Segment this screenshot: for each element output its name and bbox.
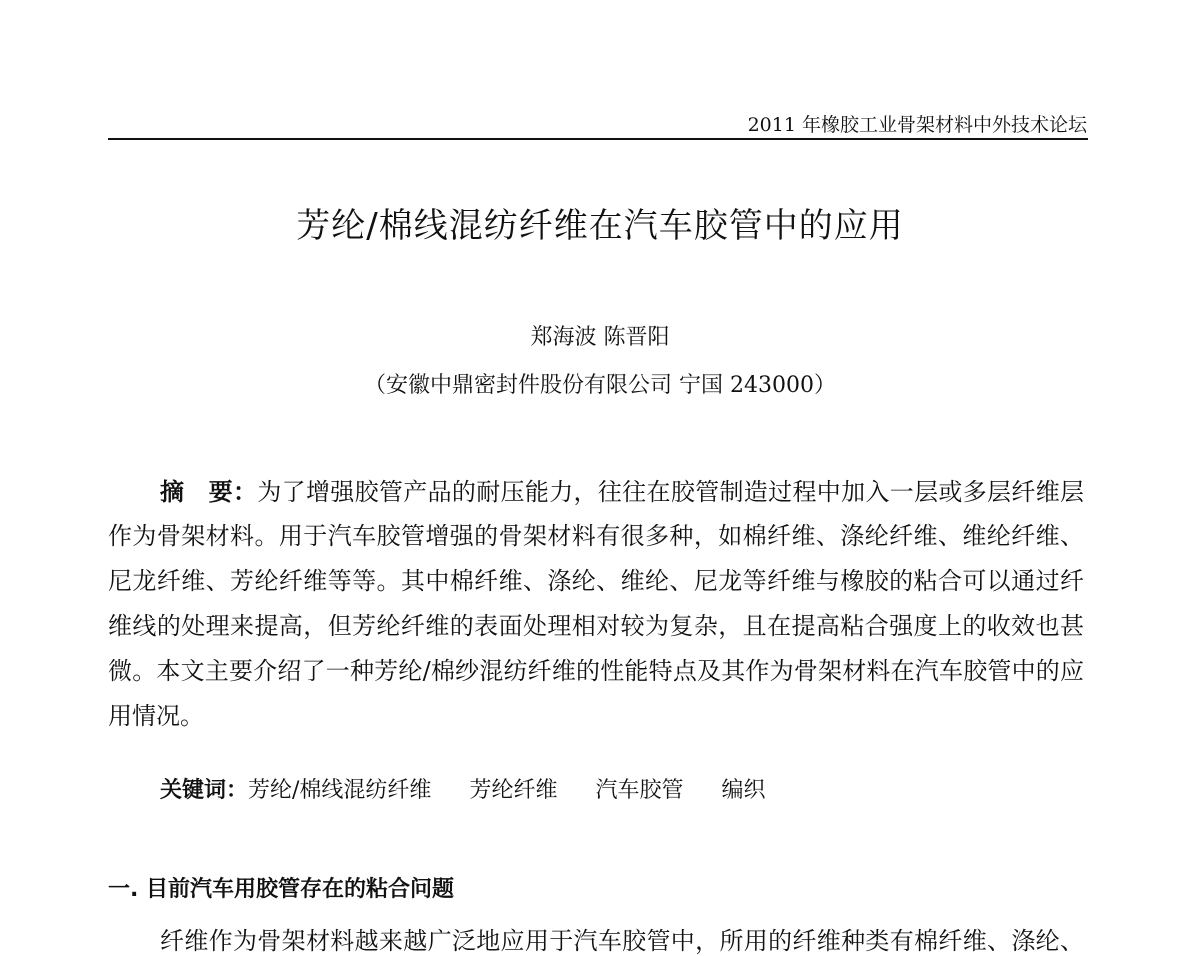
section-heading: 一. 目前汽车用胶管存在的粘合问题	[108, 877, 455, 902]
authors: 郑海波 陈晋阳	[530, 325, 670, 350]
affiliation: （安徽中鼎密封件股份有限公司 宁国 243000）	[364, 373, 836, 398]
keyword: 编织	[721, 778, 766, 803]
abstract-line: 作为骨架材料。用于汽车胶管增强的骨架材料有很多种，如棉纤维、涤纶纤维、维纶纤维、	[108, 522, 1084, 550]
keyword: 芳纶纤维	[469, 778, 558, 803]
header-rule	[108, 138, 1088, 140]
abstract-text: 为了增强胶管产品的耐压能力，往往在胶管制造过程中加入一层或多层纤维层	[257, 478, 1085, 506]
keywords-label: 关键词：	[160, 777, 249, 803]
keyword: 汽车胶管	[595, 778, 684, 803]
abstract-line: 用情况。	[108, 702, 204, 730]
running-header: 2011 年橡胶工业骨架材料中外技术论坛	[747, 114, 1087, 136]
paper-title: 芳纶/棉线混纺纤维在汽车胶管中的应用	[296, 206, 904, 246]
abstract-line: 尼龙纤维、芳纶纤维等等。其中棉纤维、涤纶、维纶、尼龙等纤维与橡胶的粘合可以通过纤	[108, 567, 1084, 595]
abstract-label: 摘 要：	[160, 477, 258, 506]
keywords	[160, 773, 803, 804]
section-paragraph: 纤维作为骨架材料越来越广泛地应用于汽车胶管中，所用的纤维种类有棉纤维、涤纶、	[160, 927, 1084, 955]
abstract-line	[160, 472, 1084, 507]
abstract-line: 维线的处理来提高，但芳纶纤维的表面处理相对较为复杂，且在提高粘合强度上的收效也甚	[108, 612, 1084, 640]
abstract-line: 微。本文主要介绍了一种芳纶/棉纱混纺纤维的性能特点及其作为骨架材料在汽车胶管中的应	[108, 657, 1084, 685]
keyword: 芳纶/棉线混纺纤维	[248, 778, 432, 803]
